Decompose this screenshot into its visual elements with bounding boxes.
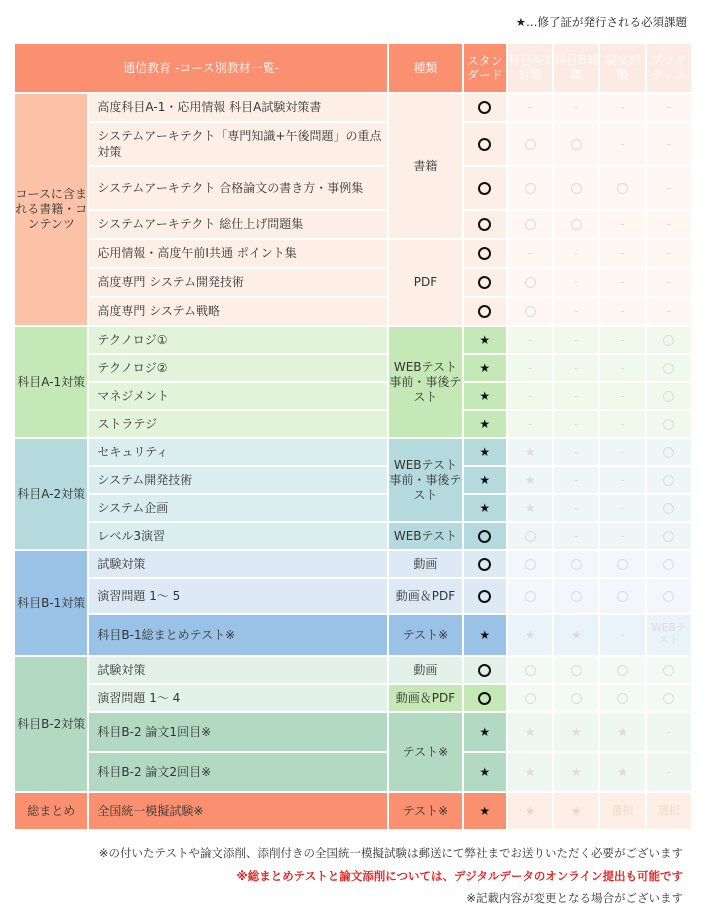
circle-icon [525, 559, 536, 570]
col-a-mark [508, 123, 552, 165]
table-row [15, 439, 691, 465]
circle-icon [525, 693, 536, 704]
circle-icon [478, 558, 491, 571]
table-row [15, 355, 691, 381]
table-row [15, 269, 691, 296]
table-row [15, 495, 691, 521]
circle-icon [663, 419, 674, 430]
col-a-mark: ★ [508, 467, 552, 493]
std-mark: ★ [464, 411, 506, 437]
table-row [15, 551, 691, 577]
col-a-mark: ★ [508, 793, 552, 829]
table-row [15, 123, 691, 165]
circle-icon [663, 591, 674, 602]
col-a-mark [508, 523, 552, 549]
std-mark: ★ [464, 495, 506, 521]
item-name: テクノロジ② [89, 355, 387, 381]
table-row [15, 615, 691, 655]
col-d-mark [647, 551, 691, 577]
col-b-mark: - [554, 411, 598, 437]
col-a-mark: ★ [508, 753, 552, 791]
col-d-mark [647, 327, 691, 353]
std-mark [464, 657, 506, 683]
col-b-mark: - [554, 327, 598, 353]
col-b-mark: - [554, 355, 598, 381]
col-d-mark: - [647, 167, 691, 209]
circle-icon [617, 665, 628, 676]
group-label-books [15, 94, 87, 325]
circle-icon [663, 335, 674, 346]
circle-icon [525, 183, 536, 194]
type-cell: 動画 [389, 551, 461, 577]
col-d-mark [647, 657, 691, 683]
col-b-mark: - [554, 495, 598, 521]
type-cell: 書籍 [389, 94, 461, 238]
col-c-mark: - [600, 211, 644, 238]
col-a-mark [508, 579, 552, 613]
circle-icon [663, 531, 674, 542]
col-d-mark: - [647, 211, 691, 238]
std-mark: ★ [464, 793, 506, 829]
circle-icon [571, 139, 582, 150]
type-cell: 動画 [389, 657, 461, 683]
col-a-mark: - [508, 94, 552, 121]
col-d-mark: - [647, 240, 691, 267]
item-name: 応用情報・高度午前Ⅰ共通 ポイント集 [89, 240, 387, 267]
col-d-mark: - [647, 123, 691, 165]
type-cell: 動画＆PDF [389, 579, 461, 613]
col-d-mark [647, 523, 691, 549]
group-label-a2: 科目A-2対策 [15, 439, 87, 549]
table-row [15, 523, 691, 549]
note-change: ※記載内容が変更となる場合がございます [466, 891, 683, 905]
col-a-mark: ★ [508, 615, 552, 655]
col-d-header: プラクティス [647, 44, 691, 92]
item-name: セキュリティ [89, 439, 387, 465]
col-c-mark: - [600, 439, 644, 465]
col-a-mark: ★ [508, 713, 552, 751]
col-b-mark [554, 579, 598, 613]
item-name: テクノロジ① [89, 327, 387, 353]
col-c-mark: - [600, 355, 644, 381]
item-name: システムアーキテクト 総仕上げ問題集 [89, 211, 387, 238]
std-mark [464, 551, 506, 577]
col-a-header: 科目A-1対策 [508, 44, 552, 92]
col-b-mark [554, 211, 598, 238]
item-name: ストラテジ [89, 411, 387, 437]
table-header-row [15, 44, 691, 92]
table-row [15, 298, 691, 325]
circle-icon [478, 276, 491, 289]
circle-icon [663, 559, 674, 570]
table-row [15, 94, 691, 121]
col-d-mark: - [647, 713, 691, 751]
std-mark: ★ [464, 467, 506, 493]
circle-icon [663, 475, 674, 486]
circle-icon [663, 503, 674, 514]
col-a-mark: ★ [508, 495, 552, 521]
col-d-mark: WEBテスト [647, 615, 691, 655]
table-row [15, 753, 691, 791]
col-a-mark: - [508, 240, 552, 267]
circle-icon [571, 665, 582, 676]
circle-icon [478, 218, 491, 231]
col-a-mark [508, 269, 552, 296]
circle-icon [617, 559, 628, 570]
std-mark [464, 167, 506, 209]
item-name: 試験対策 [89, 657, 387, 683]
item-name: 高度専門 システム開発技術 [89, 269, 387, 296]
std-mark [464, 240, 506, 267]
circle-icon [571, 693, 582, 704]
legend-text: ★…修了証が発行される必須課題 [515, 15, 687, 29]
table-row [15, 411, 691, 437]
col-c-mark: - [600, 327, 644, 353]
item-name: 科目B-2 論文1回目※ [89, 713, 387, 751]
circle-icon [525, 665, 536, 676]
col-a-mark: - [508, 411, 552, 437]
item-name: システム企画 [89, 495, 387, 521]
item-name: 全国統一模擬試験※ [89, 793, 387, 829]
note-mail: ※の付いたテストや論文添削、添削付きの全国統一模擬試験は郵送にて弊社までお送りいただく必要がございます [98, 846, 683, 860]
circle-icon [478, 138, 491, 151]
col-b-mark [554, 551, 598, 577]
col-a-mark [508, 211, 552, 238]
col-b-header: 科目B対策 [554, 44, 598, 92]
col-d-mark [647, 439, 691, 465]
table-row [15, 657, 691, 683]
col-c-mark: - [600, 298, 644, 325]
col-b-mark: - [554, 94, 598, 121]
circle-icon [571, 219, 582, 230]
col-c-mark: - [600, 523, 644, 549]
group-label-b1: 科目B-1対策 [15, 551, 87, 655]
std-mark: ★ [464, 439, 506, 465]
col-c-mark: - [600, 123, 644, 165]
col-c-mark: - [600, 240, 644, 267]
circle-icon [478, 530, 491, 543]
item-name: レベル3演習 [89, 523, 387, 549]
table-row [15, 467, 691, 493]
table-row [15, 713, 691, 751]
col-c-mark: - [600, 495, 644, 521]
col-b-mark: ★ [554, 615, 598, 655]
col-a-mark [508, 685, 552, 711]
std-mark: ★ [464, 753, 506, 791]
circle-icon [525, 591, 536, 602]
item-name: 高度専門 システム戦略 [89, 298, 387, 325]
col-b-mark: - [554, 467, 598, 493]
standard-header: スタンダード [464, 44, 506, 92]
circle-icon [571, 183, 582, 194]
col-a-mark [508, 551, 552, 577]
std-mark: ★ [464, 615, 506, 655]
col-c-mark [600, 657, 644, 683]
std-mark: ★ [464, 383, 506, 409]
std-mark [464, 298, 506, 325]
col-b-mark [554, 123, 598, 165]
col-a-mark [508, 298, 552, 325]
col-c-header: 論文対策 [600, 44, 644, 92]
col-c-mark: - [600, 411, 644, 437]
col-c-mark [600, 685, 644, 711]
col-d-mark [647, 383, 691, 409]
std-mark: ★ [464, 713, 506, 751]
circle-icon [478, 305, 491, 318]
col-d-mark [647, 411, 691, 437]
col-b-mark: - [554, 439, 598, 465]
item-name: 演習問題 1～ 5 [89, 579, 387, 613]
col-a-mark [508, 657, 552, 683]
course-materials-table [13, 42, 693, 831]
item-name: マネジメント [89, 383, 387, 409]
col-c-mark: - [600, 615, 644, 655]
type-cell: テスト※ [389, 615, 461, 655]
col-b-mark: ★ [554, 713, 598, 751]
type-cell: テスト※ [389, 713, 461, 791]
col-b-mark: - [554, 523, 598, 549]
type-header: 種類 [389, 44, 461, 92]
col-c-mark [600, 167, 644, 209]
circle-icon [571, 591, 582, 602]
circle-icon [617, 693, 628, 704]
col-c-mark: ★ [600, 753, 644, 791]
col-c-mark: - [600, 467, 644, 493]
col-a-mark: ★ [508, 439, 552, 465]
circle-icon [663, 391, 674, 402]
std-mark [464, 94, 506, 121]
std-mark [464, 123, 506, 165]
col-c-mark: 選択 [600, 793, 644, 829]
col-d-mark [647, 467, 691, 493]
col-c-mark: ★ [600, 713, 644, 751]
circle-icon [525, 139, 536, 150]
item-name: システム開発技術 [89, 467, 387, 493]
col-b-mark [554, 167, 598, 209]
circle-icon [478, 590, 491, 603]
circle-icon [478, 692, 491, 705]
col-b-mark: - [554, 240, 598, 267]
type-cell: 動画＆PDF [389, 685, 461, 711]
circle-icon [663, 447, 674, 458]
type-cell: WEBテスト [389, 523, 461, 549]
table-row [15, 327, 691, 353]
note-online: ※総まとめテストと論文添削については、デジタルデータのオンライン提出も可能です [236, 869, 683, 883]
col-b-mark [554, 685, 598, 711]
table-row [15, 579, 691, 613]
col-c-mark: - [600, 94, 644, 121]
table-row [15, 240, 691, 267]
col-b-mark: ★ [554, 793, 598, 829]
table-row [15, 383, 691, 409]
col-d-mark: - [647, 298, 691, 325]
col-c-mark [600, 551, 644, 577]
circle-icon [478, 101, 491, 114]
col-c-mark: - [600, 269, 644, 296]
item-name: 科目B-1総まとめテスト※ [89, 615, 387, 655]
type-cell: WEBテスト 事前・事後テスト [389, 327, 461, 437]
col-b-mark: - [554, 298, 598, 325]
circle-icon [525, 306, 536, 317]
col-d-mark [647, 579, 691, 613]
circle-icon [478, 664, 491, 677]
col-d-mark [647, 685, 691, 711]
col-d-mark: 選択 [647, 793, 691, 829]
col-d-mark: - [647, 753, 691, 791]
table-row [15, 685, 691, 711]
item-name: システムアーキテクト「専門知識+午後問題」の重点対策 [89, 123, 387, 165]
col-d-mark: - [647, 269, 691, 296]
table-row [15, 793, 691, 829]
col-b-mark: - [554, 269, 598, 296]
std-mark [464, 523, 506, 549]
type-cell: PDF [389, 240, 461, 325]
col-b-mark [554, 657, 598, 683]
item-name: 演習問題 1～ 4 [89, 685, 387, 711]
table-title: 通信教育 -コース別教材一覧- [15, 44, 387, 92]
circle-icon [525, 219, 536, 230]
item-name: 科目B-2 論文2回目※ [89, 753, 387, 791]
circle-icon [663, 665, 674, 676]
circle-icon [525, 531, 536, 542]
group-label-a1: 科目A-1対策 [15, 327, 87, 437]
std-mark [464, 685, 506, 711]
group-label-text: コースに含まれる書籍・コンテンツ [15, 187, 88, 231]
item-name: システムアーキテクト 合格論文の書き方・事例集 [89, 167, 387, 209]
std-mark [464, 211, 506, 238]
std-mark: ★ [464, 327, 506, 353]
circle-icon [571, 559, 582, 570]
col-a-mark: - [508, 355, 552, 381]
group-label-total: 総まとめ [15, 793, 87, 829]
col-d-mark: - [647, 94, 691, 121]
col-c-mark: - [600, 383, 644, 409]
col-a-mark [508, 167, 552, 209]
circle-icon [663, 693, 674, 704]
col-a-mark: - [508, 383, 552, 409]
circle-icon [617, 183, 628, 194]
circle-icon [478, 247, 491, 260]
type-cell: WEBテスト 事前・事後テスト [389, 439, 461, 521]
col-d-mark [647, 495, 691, 521]
col-d-mark [647, 355, 691, 381]
table-row [15, 167, 691, 209]
item-name: 高度科目A-1・応用情報 科目A試験対策書 [89, 94, 387, 121]
circle-icon [478, 182, 491, 195]
col-b-mark: - [554, 383, 598, 409]
col-c-mark [600, 579, 644, 613]
circle-icon [663, 363, 674, 374]
circle-icon [617, 591, 628, 602]
group-label-b2: 科目B-2対策 [15, 657, 87, 791]
table-row [15, 211, 691, 238]
circle-icon [525, 277, 536, 288]
col-b-mark: ★ [554, 753, 598, 791]
std-mark: ★ [464, 355, 506, 381]
col-a-mark: - [508, 327, 552, 353]
std-mark [464, 269, 506, 296]
item-name: 試験対策 [89, 551, 387, 577]
std-mark [464, 579, 506, 613]
type-cell: テスト※ [389, 793, 461, 829]
